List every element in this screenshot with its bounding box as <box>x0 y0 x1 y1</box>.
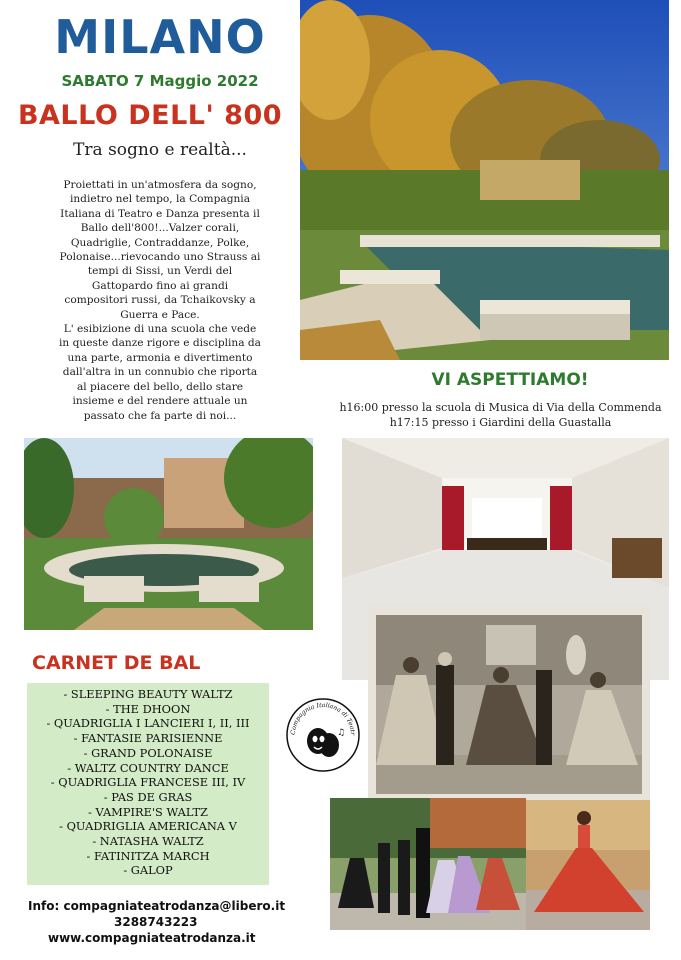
event-title: BALLO DELL' 800 <box>17 100 283 131</box>
list-item: - WALTZ COUNTRY DANCE <box>67 760 229 775</box>
intro-line: Proiettati in un'atmosfera da sogno, <box>63 179 257 191</box>
list-item: - PAS DE GRAS <box>103 789 193 804</box>
fountain-photo <box>24 438 313 630</box>
list-item: - QUADRIGLIA FRANCESE III, IV <box>50 775 246 790</box>
list-item: - GALOP <box>123 863 173 878</box>
intro-line: compositori russi, da Tchaikovsky a <box>64 294 256 307</box>
city-title: MILANO <box>54 10 266 64</box>
intro-line: indietro nel tempo, la Compagnia <box>69 193 251 206</box>
intro-line: tempi di Sissi, un Verdi del <box>87 265 233 278</box>
intro-line: dall'altra in un connubio che riporta <box>62 366 258 379</box>
vintage-dance-photo <box>368 607 650 802</box>
carnet-list <box>27 683 269 885</box>
event-date: SABATO 7 Maggio 2022 <box>61 72 259 90</box>
intro-line: al piacere del bello, dello stare <box>76 380 244 393</box>
contact-website[interactable]: www.compagniateatrodanza.it <box>48 931 256 945</box>
park-photo <box>300 0 669 360</box>
list-item: - QUADRIGLIA I LANCIERI I, II, III <box>46 716 250 731</box>
company-logo <box>285 697 361 773</box>
dancers-photo <box>330 798 526 930</box>
schedule-line-2: h17:15 presso i Giardini della Guastalla <box>389 416 612 430</box>
list-item: - GRAND POLONAISE <box>83 745 213 760</box>
list-item: - SLEEPING BEAUTY WALTZ <box>63 687 233 701</box>
intro-line: in queste danze rigore e disciplina da <box>59 337 261 350</box>
red-dress-photo <box>526 800 650 930</box>
contact-info <box>28 898 328 946</box>
intro-line: passato che fa parte di noi... <box>83 409 237 422</box>
intro-line: Gattopardo fino ai grandi <box>91 279 229 292</box>
list-item: - VAMPIRE'S WALTZ <box>88 804 208 819</box>
intro-line: Quadriglie, Contraddanze, Polke, <box>70 236 250 249</box>
intro-line: una parte, armonia e divertimento <box>67 351 253 364</box>
list-item: - FATINITZA MARCH <box>86 848 210 863</box>
intro-paragraph <box>40 178 280 423</box>
intro-line: insieme e del rendere attuale un <box>72 395 248 408</box>
schedule-line-1: h16:00 presso la scuola di Musica di Via della Commenda <box>339 401 662 414</box>
list-item: - NATASHA WALTZ <box>92 834 204 849</box>
carnet-title: CARNET DE BAL <box>32 652 201 674</box>
logo-text: Compagnia Italiana di Teatr <box>289 701 357 736</box>
intro-line: Guerra e Pace. <box>120 308 200 321</box>
intro-line: Polonaise...rievocando uno Strauss ai <box>59 251 261 264</box>
contact-email[interactable]: Info: compagniateatrodanza@libero.it <box>28 899 286 913</box>
list-item: - THE DHOON <box>105 701 191 716</box>
contact-phone[interactable]: 3288743223 <box>114 915 198 929</box>
list-item: - FANTASIE PARISIENNE <box>73 731 223 746</box>
schedule-times <box>320 400 681 431</box>
schedule-heading: VI ASPETTIAMO! <box>431 370 589 390</box>
intro-line: L' esibizione di una scuola che vede <box>63 323 257 336</box>
event-subtitle: Tra sogno e realtà... <box>73 140 247 160</box>
intro-line: Italiana di Teatro e Danza presenta il <box>60 207 260 220</box>
intro-line: Ballo dell'800!...Valzer corali, <box>80 222 240 235</box>
svg-text:♫: ♫ <box>337 728 346 738</box>
list-item: - QUADRIGLIA AMERICANA V <box>59 819 237 834</box>
